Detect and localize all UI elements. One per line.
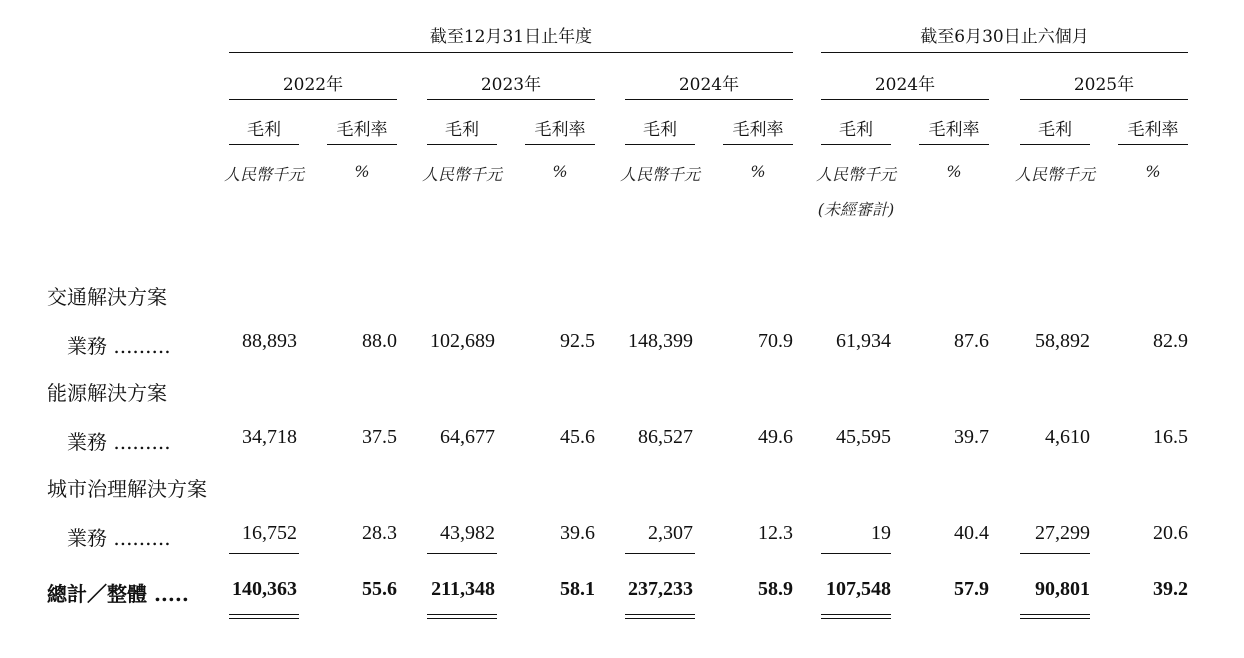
rule-sub (1118, 144, 1188, 145)
cell-value: 12.3 (758, 522, 793, 544)
col-header-margin: 毛利率 (732, 120, 784, 140)
row-label-energy: 能源解決方案 (47, 381, 167, 405)
cell-value: 28.3 (362, 522, 397, 544)
cell-value: 102,689 (430, 330, 495, 352)
rule-year-2024 (625, 99, 793, 100)
cell-value: 39.6 (560, 522, 595, 544)
cell-value: 19 (871, 522, 891, 544)
row-label-energy-cont: 業務 ......... (67, 430, 171, 454)
total-value: 211,348 (431, 578, 495, 600)
total-double-rule (229, 614, 299, 619)
cell-value: 88.0 (362, 330, 397, 352)
unit-pct: % (354, 162, 370, 181)
rule-sub (327, 144, 397, 145)
unit-pct: % (1145, 162, 1161, 181)
rule-year-2024-h1 (821, 99, 989, 100)
year-header-2022: 2022年 (282, 75, 344, 95)
subtotal-rule (427, 553, 497, 554)
cell-value: 92.5 (560, 330, 595, 352)
total-value: 55.6 (362, 578, 397, 600)
row-label-transport: 交通解決方案 (47, 285, 167, 309)
col-header-margin: 毛利率 (534, 120, 586, 140)
cell-value: 87.6 (954, 330, 989, 352)
year-header-2025-h1: 2025年 (1073, 75, 1135, 95)
unit-pct: % (946, 162, 962, 181)
rule-group2 (821, 52, 1188, 53)
total-double-rule (821, 614, 891, 619)
total-value: 237,233 (628, 578, 693, 600)
cell-value: 88,893 (242, 330, 297, 352)
col-header-gross-profit: 毛利 (445, 120, 479, 140)
rule-year-2025-h1 (1020, 99, 1188, 100)
row-label-total: 總計／整體 ..... (47, 582, 189, 606)
cell-value: 86,527 (638, 426, 693, 448)
rule-sub (625, 144, 695, 145)
col-header-margin: 毛利率 (336, 120, 388, 140)
cell-value: 58,892 (1035, 330, 1090, 352)
total-value: 58.1 (560, 578, 595, 600)
rule-group1 (229, 52, 793, 53)
cell-value: 20.6 (1153, 522, 1188, 544)
total-double-rule (625, 614, 695, 619)
rule-sub (229, 144, 299, 145)
total-double-rule (427, 614, 497, 619)
cell-value: 45,595 (836, 426, 891, 448)
rule-sub (821, 144, 891, 145)
subtotal-rule (625, 553, 695, 554)
cell-value: 148,399 (628, 330, 693, 352)
cell-value: 39.7 (954, 426, 989, 448)
total-value: 90,801 (1035, 578, 1090, 600)
cell-value: 27,299 (1035, 522, 1090, 544)
unit-rmb: 人民幣千元 (421, 165, 502, 184)
unit-rmb: 人民幣千元 (815, 165, 896, 184)
year-header-2023: 2023年 (480, 75, 542, 95)
header-six-months: 截至6月30日止六個月 (920, 27, 1089, 47)
cell-value: 4,610 (1045, 426, 1090, 448)
rule-year-2022 (229, 99, 397, 100)
unit-pct: % (750, 162, 766, 181)
unit-pct: % (552, 162, 568, 181)
rule-sub (1020, 144, 1090, 145)
subtotal-rule (821, 553, 891, 554)
cell-value: 49.6 (758, 426, 793, 448)
cell-value: 37.5 (362, 426, 397, 448)
rule-sub (525, 144, 595, 145)
total-value: 140,363 (232, 578, 297, 600)
col-header-margin: 毛利率 (1127, 120, 1179, 140)
rule-sub (723, 144, 793, 145)
cell-value: 16,752 (242, 522, 297, 544)
cell-value: 16.5 (1153, 426, 1188, 448)
cell-value: 70.9 (758, 330, 793, 352)
year-header-2024-h1: 2024年 (874, 75, 936, 95)
cell-value: 82.9 (1153, 330, 1188, 352)
row-label-city-governance: 城市治理解決方案 (47, 477, 207, 501)
total-value: 39.2 (1153, 578, 1188, 600)
unit-rmb: 人民幣千元 (1014, 165, 1095, 184)
col-header-margin: 毛利率 (928, 120, 980, 140)
cell-value: 61,934 (836, 330, 891, 352)
total-value: 58.9 (758, 578, 793, 600)
col-header-gross-profit: 毛利 (1038, 120, 1072, 140)
cell-value: 34,718 (242, 426, 297, 448)
rule-sub (919, 144, 989, 145)
cell-value: 40.4 (954, 522, 989, 544)
col-header-gross-profit: 毛利 (247, 120, 281, 140)
row-label-transport-cont: 業務 ......... (67, 334, 171, 358)
total-value: 107,548 (826, 578, 891, 600)
col-header-gross-profit: 毛利 (643, 120, 677, 140)
row-label-city-governance-cont: 業務 ......... (67, 526, 171, 550)
total-double-rule (1020, 614, 1090, 619)
rule-sub (427, 144, 497, 145)
cell-value: 45.6 (560, 426, 595, 448)
cell-value: 2,307 (648, 522, 693, 544)
subtotal-rule (229, 553, 299, 554)
cell-value: 64,677 (440, 426, 495, 448)
col-header-gross-profit: 毛利 (839, 120, 873, 140)
rule-year-2023 (427, 99, 595, 100)
unit-rmb: 人民幣千元 (619, 165, 700, 184)
unit-unaudited: (未經審計) (817, 200, 895, 219)
year-header-2024: 2024年 (678, 75, 740, 95)
unit-rmb: 人民幣千元 (223, 165, 304, 184)
header-year-ended: 截至12月31日止年度 (429, 27, 593, 47)
total-value: 57.9 (954, 578, 989, 600)
cell-value: 43,982 (440, 522, 495, 544)
subtotal-rule (1020, 553, 1090, 554)
